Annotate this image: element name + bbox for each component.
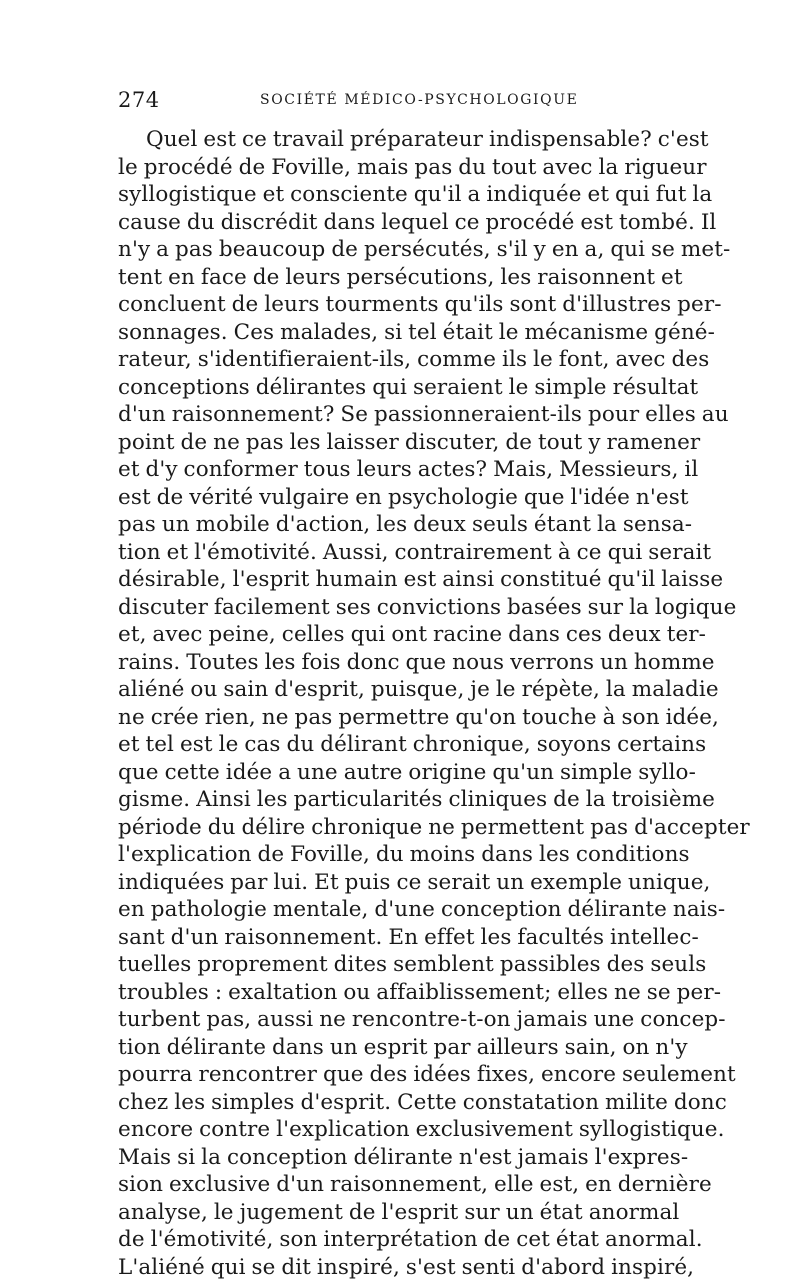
running-title: SOCIÉTÉ MÉDICO-PSYCHOLOGIQUE xyxy=(260,92,578,108)
text-line: tent en face de leurs persécutions, les raisonnent et xyxy=(118,264,678,292)
text-line: concluent de leurs tourments qu'ils sont d'illustres per- xyxy=(118,291,678,319)
text-line: troubles : exaltation ou affaiblissement; elles ne se per- xyxy=(118,979,678,1007)
text-line: indiquées par lui. Et puis ce serait un exemple unique, xyxy=(118,869,678,897)
text-line: turbent pas, aussi ne rencontre-t-on jamais une concep- xyxy=(118,1006,678,1034)
text-line: discuter facilement ses convictions basées sur la logique xyxy=(118,594,678,622)
text-line: l'explication de Foville, du moins dans les conditions xyxy=(118,841,678,869)
text-line: pas un mobile d'action, les deux seuls étant la sensa- xyxy=(118,511,678,539)
text-line: rains. Toutes les fois donc que nous verrons un homme xyxy=(118,649,678,677)
text-line: désirable, l'esprit humain est ainsi constitué qu'il laisse xyxy=(118,566,678,594)
text-line: sant d'un raisonnement. En effet les facultés intellec- xyxy=(118,924,678,952)
text-line: d'un raisonnement? Se passionneraient-ils pour elles au xyxy=(118,401,678,429)
page-number: 274 xyxy=(118,88,160,112)
text-line: pourra rencontrer que des idées fixes, encore seulement xyxy=(118,1061,678,1089)
text-line: encore contre l'explication exclusivement syllogistique. xyxy=(118,1116,678,1144)
text-line: tion délirante dans un esprit par ailleurs sain, on n'y xyxy=(118,1034,678,1062)
text-line: sonnages. Ces malades, si tel était le mécanisme géné- xyxy=(118,319,678,347)
text-line: et, avec peine, celles qui ont racine dans ces deux ter- xyxy=(118,621,678,649)
text-line: chez les simples d'esprit. Cette constatation milite donc xyxy=(118,1089,678,1117)
text-line: en pathologie mentale, d'une conception délirante nais- xyxy=(118,896,678,924)
text-line: analyse, le jugement de l'esprit sur un état anormal xyxy=(118,1199,678,1227)
text-line: gisme. Ainsi les particularités cliniques de la troisième xyxy=(118,786,678,814)
text-line: point de ne pas les laisser discuter, de tout y ramener xyxy=(118,429,678,457)
text-line: Quel est ce travail préparateur indispensable? c'est xyxy=(118,126,678,154)
text-line: est de vérité vulgaire en psychologie que l'idée n'est xyxy=(118,484,678,512)
text-line: tion et l'émotivité. Aussi, contrairement à ce qui serait xyxy=(118,539,678,567)
text-line: aliéné ou sain d'esprit, puisque, je le répète, la maladie xyxy=(118,676,678,704)
text-line: et tel est le cas du délirant chronique, soyons certains xyxy=(118,731,678,759)
text-line: le procédé de Foville, mais pas du tout avec la rigueur xyxy=(118,154,678,182)
text-line: tuelles proprement dites semblent passibles des seuls xyxy=(118,951,678,979)
text-line: ne crée rien, ne pas permettre qu'on touche à son idée, xyxy=(118,704,678,732)
text-line: Mais si la conception délirante n'est jamais l'expres- xyxy=(118,1144,678,1172)
text-line: rateur, s'identifieraient-ils, comme ils le font, avec des xyxy=(118,346,678,374)
text-line: L'aliéné qui se dit inspiré, s'est senti d'abord inspiré, xyxy=(118,1254,678,1281)
text-line: de l'émotivité, son interprétation de cet état anormal. xyxy=(118,1226,678,1254)
text-line: et d'y conformer tous leurs actes? Mais, Messieurs, il xyxy=(118,456,678,484)
text-line: période du délire chronique ne permettent pas d'accepter xyxy=(118,814,678,842)
body-paragraph xyxy=(118,126,678,1281)
text-line: syllogistique et consciente qu'il a indiquée et qui fut la xyxy=(118,181,678,209)
running-head xyxy=(118,88,678,114)
text-line: sion exclusive d'un raisonnement, elle est, en dernière xyxy=(118,1171,678,1199)
text-line: n'y a pas beaucoup de persécutés, s'il y en a, qui se met- xyxy=(118,236,678,264)
text-line: conceptions délirantes qui seraient le simple résultat xyxy=(118,374,678,402)
text-line: que cette idée a une autre origine qu'un simple syllo- xyxy=(118,759,678,787)
text-line: cause du discrédit dans lequel ce procédé est tombé. Il xyxy=(118,209,678,237)
